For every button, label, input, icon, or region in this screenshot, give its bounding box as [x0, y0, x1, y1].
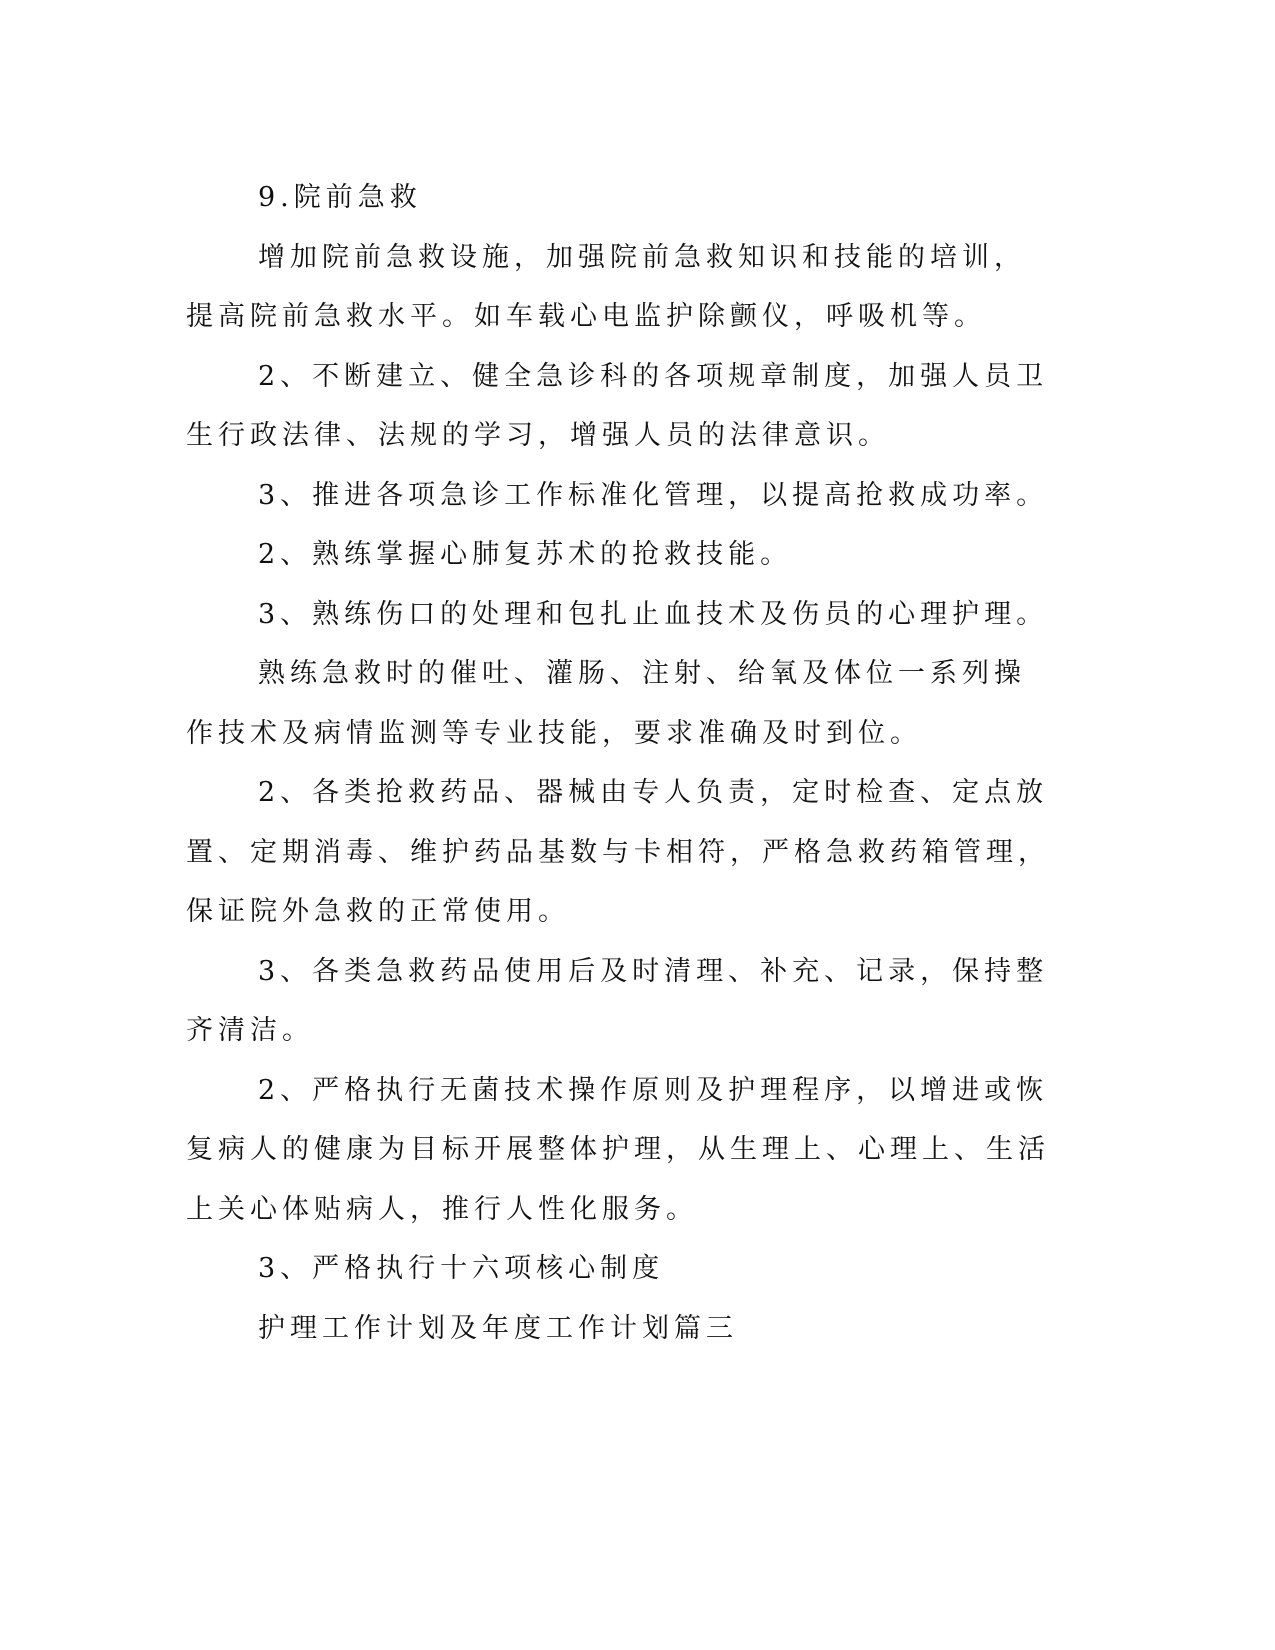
paragraph: 2、熟练掌握心肺复苏术的抢救技能。 — [258, 539, 793, 570]
paragraph: 2、各类抢救药品、器械由专人负责，定时检查、定点放置、定期消毒、维护药品基数与卡相符，严格急救药箱管理，保证院外急救的正常使用。 — [186, 777, 1050, 927]
paragraph: 2、严格执行无菌技术操作原则及护理程序，以增进或恢复病人的健康为目标开展整体护理，从生理上、心理上、生活上关心体贴病人，推行人性化服务。 — [186, 1074, 1050, 1225]
section-title: 护理工作计划及年度工作计划篇三 — [258, 1312, 738, 1344]
paragraph: 熟练急救时的催吐、灌肠、注射、给氧及体位一系列操作技术及病情监测等专业技能，要求准确及时到位。 — [186, 658, 1026, 749]
paragraph: 2、不断建立、健全急诊科的各项规章制度，加强人员卫生行政法律、法规的学习，增强人员的法律意识。 — [186, 360, 1049, 451]
paragraph: 增加院前急救设施，加强院前急救知识和技能的培训，提高院前急救水平。如车载心电监护除颤仪，呼吸机等。 — [186, 241, 1026, 332]
paragraph: 3、严格执行十六项核心制度 — [258, 1253, 665, 1284]
paragraph: 3、熟练伤口的处理和包扎止血技术及伤员的心理护理。 — [258, 598, 1049, 630]
section-heading: 9.院前急救 — [258, 182, 422, 213]
document-body — [186, 168, 1056, 1358]
paragraph: 3、各类急救药品使用后及时清理、补充、记录，保持整齐清洁。 — [186, 955, 1049, 1046]
paragraph: 3、推进各项急诊工作标准化管理，以提高抢救成功率。 — [258, 479, 1049, 511]
